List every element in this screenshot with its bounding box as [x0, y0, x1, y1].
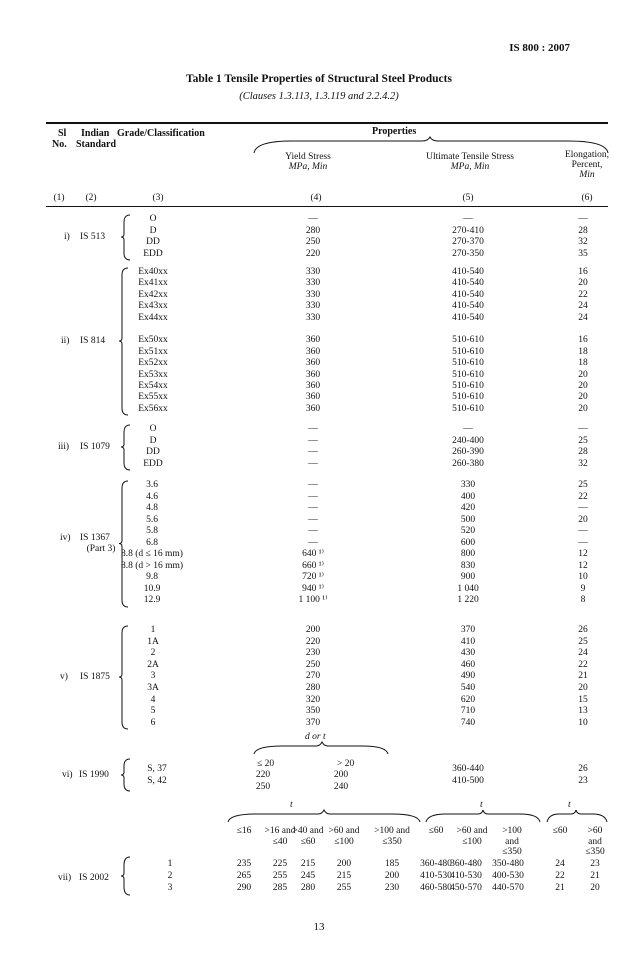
- elong-cell: 24: [578, 301, 588, 312]
- uts-cell: 270-350: [452, 248, 484, 259]
- is2002-el-cell: 20: [590, 883, 600, 893]
- yield-cell: 370: [305, 717, 321, 728]
- yield-cell: —: [308, 214, 318, 224]
- uts-cell: 740: [460, 717, 476, 728]
- is2002-ys-head: >40 and ≤60: [292, 826, 324, 847]
- uts-cell: 410-540: [452, 278, 484, 289]
- is2002-uts-cell: 360-480: [420, 859, 452, 869]
- elong-cell: —: [578, 537, 588, 548]
- grade-cell: 5.8: [146, 526, 158, 536]
- yield-cell: 280: [305, 225, 321, 236]
- group-is513-std: IS 513: [80, 232, 106, 242]
- elong-cell: 20: [578, 369, 588, 380]
- is2002-ys-cell: 280: [300, 883, 316, 893]
- yield-cell: —: [308, 503, 318, 513]
- header-properties: Properties: [372, 126, 417, 137]
- group-is814-std: IS 814: [80, 336, 106, 347]
- yield-cell: —: [308, 435, 318, 446]
- elong-cell: 25: [578, 480, 588, 490]
- grade-cell: 4.8: [146, 503, 158, 513]
- document-code: IS 800 : 2007: [509, 42, 570, 54]
- elong-cell: 22: [578, 491, 588, 502]
- grade-cell: 6: [150, 717, 156, 728]
- grade-cell: 1A: [147, 636, 159, 647]
- uts-cell: 430: [460, 648, 476, 659]
- is2002-el-cell: 21: [590, 871, 600, 881]
- is2002-el-cell: 24: [555, 859, 565, 869]
- yield-cell: 320: [305, 694, 321, 705]
- yield-cell: 330: [305, 301, 321, 312]
- grade-cell: Ex51xx: [138, 346, 168, 357]
- elong-cell: 20: [578, 514, 588, 525]
- is2002-ys-cell: 255: [272, 871, 288, 881]
- group-is814-sl: ii): [61, 336, 70, 347]
- yield-cell: 270: [305, 671, 321, 682]
- grade-cell: O: [149, 424, 157, 434]
- is1990-uts: 410-500: [452, 776, 484, 786]
- group-is1079-sl: iii): [58, 442, 70, 452]
- elong-cell: 21: [578, 671, 588, 682]
- yield-cell: 330: [305, 312, 321, 323]
- grade-cell: D: [149, 435, 157, 446]
- yield-cell: 360: [305, 381, 321, 391]
- col-num-6: (6): [581, 193, 593, 203]
- is1990-d-or-t: d or t: [305, 732, 326, 742]
- is1990-left: 250: [255, 782, 271, 792]
- uts-cell: 540: [460, 683, 476, 693]
- is2002-uts-head: >100 and ≤350: [502, 826, 522, 857]
- grade-cell: Ex54xx: [138, 381, 168, 391]
- is2002-uts-cell: 460-580: [420, 883, 452, 893]
- uts-cell: 410: [460, 636, 476, 647]
- elong-cell: 18: [578, 358, 588, 369]
- uts-cell: 370: [460, 625, 476, 635]
- is2002-ys-cell: 200: [336, 859, 352, 869]
- header-yield-1: Yield Stress: [285, 152, 331, 162]
- is2002-std: IS 2002: [79, 873, 109, 883]
- is2002-uts-cell: 360-480: [450, 859, 482, 869]
- col-num-2: (2): [85, 193, 97, 203]
- grade-cell: 12.9: [143, 595, 161, 605]
- is2002-ys-cell: 225: [272, 859, 288, 869]
- uts-cell: —: [463, 424, 473, 434]
- elong-cell: —: [578, 503, 588, 513]
- is2002-ys-cell: 245: [300, 871, 316, 881]
- is2002-grade-brace: [120, 856, 132, 896]
- grade-cell: Ex40xx: [138, 267, 168, 277]
- header-elong-1: Elongation,: [564, 150, 610, 160]
- elong-cell: 12: [578, 560, 588, 571]
- col-num-4: (4): [310, 193, 322, 203]
- elong-cell: 26: [578, 625, 588, 635]
- is2002-ys-cell: 265: [236, 871, 252, 881]
- elong-cell: 35: [578, 248, 588, 259]
- group-is1079-std: IS 1079: [80, 442, 110, 452]
- elong-cell: 13: [578, 706, 588, 717]
- yield-cell: 330: [305, 289, 321, 300]
- uts-cell: 520: [460, 526, 476, 536]
- grade-cell: 8.8 (d > 16 mm): [120, 560, 184, 571]
- is1990-grade: S, 37: [147, 764, 167, 774]
- is2002-uts-head: >60 and ≤100: [456, 826, 488, 847]
- is2002-t-yield: t: [290, 800, 293, 810]
- grade-cell: Ex42xx: [138, 289, 168, 300]
- grade-cell: Ex50xx: [138, 335, 168, 346]
- is2002-elong-brace: [545, 810, 609, 824]
- uts-cell: 240-400: [452, 435, 484, 446]
- group-is1875-sl: v): [60, 672, 68, 683]
- header-elong-2: Percent,: [571, 160, 603, 170]
- grade-cell: Ex43xx: [138, 301, 168, 312]
- group-is1367-std2: (Part 3): [86, 544, 116, 555]
- uts-cell: 710: [460, 706, 476, 717]
- elong-cell: 16: [578, 267, 588, 277]
- yield-cell: —: [308, 514, 318, 525]
- yield-cell: 330: [305, 267, 321, 277]
- group-is1367-std: IS 1367: [80, 533, 110, 544]
- header-uts-1: Ultimate Tensile Stress: [426, 152, 514, 162]
- is2002-ys-cell: 215: [336, 871, 352, 881]
- group-is513-sl: i): [64, 232, 70, 242]
- uts-cell: 270-370: [452, 237, 484, 247]
- grade-cell: EDD: [143, 458, 163, 469]
- grade-cell: 3: [150, 671, 156, 682]
- yield-cell: 940 ¹⁾: [302, 583, 324, 594]
- elong-cell: 15: [578, 694, 588, 705]
- uts-cell: 1 220: [457, 595, 479, 605]
- is2002-uts-head: ≤60: [428, 826, 444, 836]
- elong-cell: 32: [578, 237, 588, 247]
- is2002-uts-cell: 410-530: [450, 871, 482, 881]
- is1990-elong: 26: [578, 764, 588, 774]
- grade-cell: 4.6: [146, 491, 158, 502]
- is2002-ys-cell: 230: [384, 883, 400, 893]
- is1990-left: 220: [255, 770, 271, 780]
- yield-cell: 220: [305, 636, 321, 647]
- yield-cell: 200: [305, 625, 321, 635]
- grade-cell: Ex41xx: [138, 278, 168, 289]
- is2002-el-head: >60 and ≤350: [585, 826, 605, 857]
- elong-cell: 8: [580, 595, 586, 605]
- is1990-right: 200: [333, 770, 349, 780]
- page-number: 13: [313, 921, 325, 933]
- header-elong-3: Min: [579, 170, 595, 180]
- grade-cell: Ex55xx: [138, 392, 168, 403]
- header-standard: Standard: [76, 139, 117, 150]
- uts-cell: 510-610: [452, 403, 484, 414]
- group-is814-brace: [118, 267, 130, 417]
- yield-cell: —: [308, 447, 318, 457]
- is1990-elong: 23: [578, 776, 588, 786]
- yield-cell: 360: [305, 403, 321, 414]
- grade-cell: 1: [150, 625, 156, 635]
- uts-cell: 500: [460, 514, 476, 525]
- elong-cell: 25: [578, 636, 588, 647]
- uts-cell: 510-610: [452, 346, 484, 357]
- elong-cell: 10: [578, 717, 588, 728]
- is1990-std: IS 1990: [79, 770, 109, 780]
- is2002-uts-cell: 450-570: [450, 883, 482, 893]
- header-indian: Indian: [81, 128, 110, 139]
- grade-cell: EDD: [143, 248, 163, 259]
- table-clauses: (Clauses 1.3.113, 1.3.119 and 2.2.4.2): [239, 91, 399, 102]
- elong-cell: 20: [578, 403, 588, 414]
- uts-cell: 260-390: [452, 447, 484, 457]
- elong-cell: 10: [578, 572, 588, 582]
- uts-cell: 1 040: [457, 583, 479, 594]
- group-is1367-sl: iv): [60, 533, 71, 544]
- grade-cell: D: [149, 225, 157, 236]
- uts-cell: 400: [460, 491, 476, 502]
- yield-cell: 720 ¹⁾: [302, 572, 324, 582]
- yield-cell: 230: [305, 648, 321, 659]
- header-grade: Grade/Classification: [117, 128, 205, 139]
- is2002-ys-head: >16 and ≤40: [264, 826, 296, 847]
- yield-cell: 360: [305, 392, 321, 403]
- grade-cell: 3A: [147, 683, 159, 693]
- yield-cell: —: [308, 537, 318, 548]
- is2002-uts-cell: 400-530: [492, 871, 524, 881]
- grade-cell: 2: [150, 648, 156, 659]
- yield-cell: —: [308, 526, 318, 536]
- elong-cell: 20: [578, 381, 588, 391]
- elong-cell: 22: [578, 659, 588, 670]
- grade-cell: 9.8: [146, 572, 158, 582]
- is2002-grade: 3: [167, 883, 173, 893]
- col-num-5: (5): [462, 193, 474, 203]
- uts-cell: 620: [460, 694, 476, 705]
- is2002-ys-cell: 215: [300, 859, 316, 869]
- is2002-ys-cell: 285: [272, 883, 288, 893]
- elong-cell: —: [578, 424, 588, 434]
- uts-cell: 410-540: [452, 301, 484, 312]
- grade-cell: 4: [150, 694, 156, 705]
- is2002-uts-cell: 440-570: [492, 883, 524, 893]
- uts-cell: 410-540: [452, 267, 484, 277]
- top-rule: [46, 122, 608, 124]
- elong-cell: 32: [578, 458, 588, 469]
- is2002-el-cell: 21: [555, 883, 565, 893]
- group-is1875-brace: [118, 625, 130, 731]
- grade-cell: 3.6: [146, 480, 158, 490]
- yield-cell: —: [308, 480, 318, 490]
- uts-cell: 800: [460, 549, 476, 559]
- yield-cell: 250: [305, 659, 321, 670]
- uts-cell: 410-540: [452, 312, 484, 323]
- uts-cell: —: [463, 214, 473, 224]
- is2002-uts-brace: [424, 810, 542, 824]
- elong-cell: 9: [580, 583, 586, 594]
- uts-cell: 460: [460, 659, 476, 670]
- yield-cell: —: [308, 491, 318, 502]
- elong-cell: 24: [578, 648, 588, 659]
- is2002-grade: 1: [167, 859, 173, 869]
- uts-cell: 330: [460, 480, 476, 490]
- uts-cell: 510-610: [452, 392, 484, 403]
- is2002-ys-cell: 255: [336, 883, 352, 893]
- is2002-t-elong: t: [568, 800, 571, 810]
- is2002-ys-head: >60 and ≤100: [328, 826, 360, 847]
- elong-cell: 12: [578, 549, 588, 559]
- is1990-uts: 360-440: [452, 764, 484, 774]
- elong-cell: 22: [578, 289, 588, 300]
- elong-cell: 18: [578, 346, 588, 357]
- elong-cell: 28: [578, 225, 588, 236]
- header-uts-2: MPa, Min: [450, 162, 490, 172]
- grade-cell: Ex53xx: [138, 369, 168, 380]
- is1990-dt-brace: [252, 742, 392, 756]
- elong-cell: 28: [578, 447, 588, 457]
- uts-cell: 510-610: [452, 381, 484, 391]
- is2002-uts-cell: 350-480: [492, 859, 524, 869]
- yield-cell: 220: [305, 248, 321, 259]
- grade-cell: Ex52xx: [138, 358, 168, 369]
- uts-cell: 510-610: [452, 358, 484, 369]
- yield-cell: 350: [305, 706, 321, 717]
- is2002-ys-cell: 290: [236, 883, 252, 893]
- grade-cell: Ex56xx: [138, 403, 168, 414]
- is1990-sl: vi): [62, 770, 73, 780]
- elong-cell: 20: [578, 278, 588, 289]
- header-sl: Sl: [58, 128, 67, 139]
- elong-cell: 20: [578, 683, 588, 693]
- is1990-sub-left: ≤ 20: [257, 759, 275, 769]
- uts-cell: 420: [460, 503, 476, 513]
- uts-cell: 600: [460, 537, 476, 548]
- is2002-sl: vii): [58, 873, 72, 883]
- is2002-ys-head: ≤16: [236, 826, 252, 836]
- grade-cell: DD: [146, 447, 160, 457]
- yield-cell: 250: [305, 237, 321, 247]
- yield-cell: 280: [305, 683, 321, 693]
- grade-cell: 5.6: [146, 514, 158, 525]
- yield-cell: 640 ¹⁾: [302, 549, 324, 559]
- yield-cell: —: [308, 458, 318, 469]
- grade-cell: Ex44xx: [138, 312, 168, 323]
- is2002-yield-brace: [226, 810, 422, 824]
- elong-cell: 24: [578, 312, 588, 323]
- is2002-grade: 2: [167, 871, 173, 881]
- header-no: No.: [52, 139, 67, 150]
- yield-cell: 360: [305, 335, 321, 346]
- is2002-ys-cell: 185: [384, 859, 400, 869]
- table-title: Table 1 Tensile Properties of Structural Steel Products: [186, 73, 452, 85]
- grade-cell: 10.9: [143, 583, 161, 594]
- grade-cell: DD: [146, 237, 160, 247]
- elong-cell: —: [578, 526, 588, 536]
- is2002-el-head: ≤60: [552, 826, 568, 836]
- grade-cell: 8.8 (d ≤ 16 mm): [121, 549, 183, 559]
- is2002-el-cell: 23: [590, 859, 600, 869]
- yield-cell: 360: [305, 346, 321, 357]
- yield-cell: 330: [305, 278, 321, 289]
- grade-cell: 5: [150, 706, 156, 717]
- grade-cell: 6.8: [146, 537, 158, 548]
- is2002-ys-cell: 235: [236, 859, 252, 869]
- uts-cell: 410-540: [452, 289, 484, 300]
- is2002-ys-cell: 200: [384, 871, 400, 881]
- yield-cell: 1 100 ¹⁾: [298, 595, 328, 605]
- is1990-grade: S, 42: [147, 776, 167, 786]
- uts-cell: 830: [460, 560, 476, 571]
- is2002-el-cell: 22: [555, 871, 565, 881]
- is2002-t-uts: t: [480, 800, 483, 810]
- uts-cell: 260-380: [452, 458, 484, 469]
- uts-cell: 510-610: [452, 369, 484, 380]
- elong-cell: 25: [578, 435, 588, 446]
- is1990-grade-brace: [120, 758, 132, 792]
- uts-cell: 490: [460, 671, 476, 682]
- header-yield-2: MPa, Min: [288, 162, 328, 172]
- is1990-right: 240: [333, 782, 349, 792]
- elong-cell: 16: [578, 335, 588, 346]
- header-rule: [46, 206, 608, 207]
- yield-cell: 360: [305, 369, 321, 380]
- yield-cell: 660 ¹⁾: [302, 560, 324, 571]
- group-is1875-std: IS 1875: [80, 672, 110, 683]
- grade-cell: 2A: [147, 659, 159, 670]
- is2002-ys-head: >100 and ≤350: [374, 826, 410, 847]
- elong-cell: 20: [578, 392, 588, 403]
- uts-cell: 510-610: [452, 335, 484, 346]
- uts-cell: 900: [460, 572, 476, 582]
- uts-cell: 270-410: [452, 225, 484, 236]
- yield-cell: 360: [305, 358, 321, 369]
- is1990-sub-right: > 20: [337, 759, 355, 769]
- is2002-uts-cell: 410-530: [420, 871, 452, 881]
- grade-cell: O: [149, 214, 157, 224]
- col-num-3: (3): [152, 193, 164, 203]
- yield-cell: —: [308, 424, 318, 434]
- col-num-1: (1): [53, 193, 65, 203]
- elong-cell: —: [578, 214, 588, 224]
